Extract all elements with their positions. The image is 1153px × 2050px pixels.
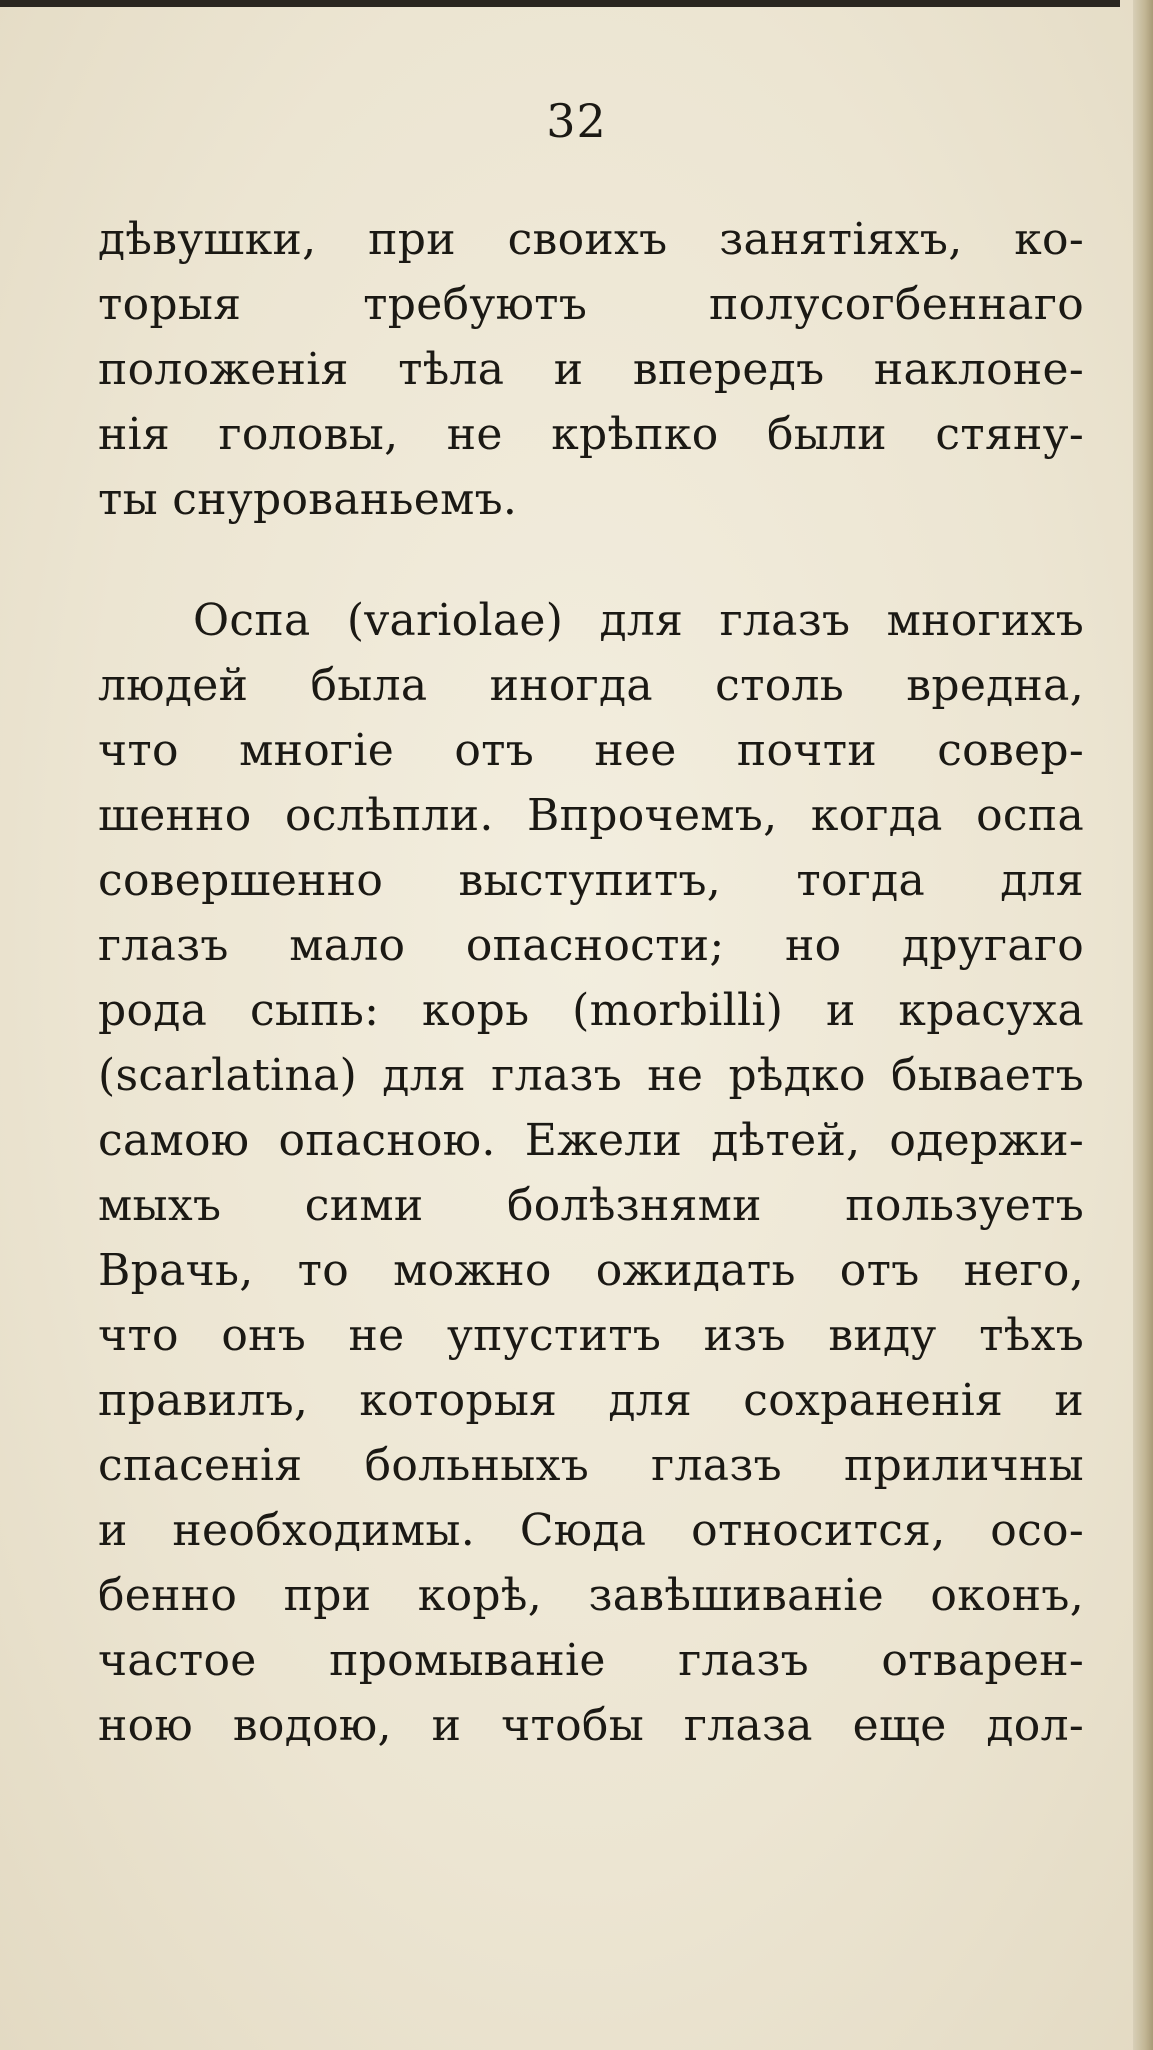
text-line: что многіе отъ нее почти совер-	[98, 725, 1084, 776]
text-line: ною водою, и чтобы глаза еще дол-	[98, 1700, 1084, 1751]
page-right-edge	[1133, 0, 1153, 2050]
text-line: дѣвушки, при своихъ занятіяхъ, ко-	[98, 214, 1084, 265]
text-line: глазъ мало опасности; но другаго	[98, 920, 1084, 971]
paragraph-1	[98, 207, 1084, 532]
text-line: рода сыпь: корь (morbilli) и красуха	[98, 985, 1084, 1036]
text-line: спасенія больныхъ глазъ приличны	[98, 1440, 1084, 1491]
text-line: что онъ не упуститъ изъ виду тѣхъ	[98, 1310, 1084, 1361]
text-line: и необходимы. Сюда относится, осо-	[98, 1505, 1084, 1556]
text-line: торыя требуютъ полусогбеннаго	[98, 279, 1084, 330]
text-line: нія головы, не крѣпко были стяну-	[98, 409, 1084, 460]
page-top-edge	[0, 0, 1120, 7]
text-line: (scarlatina) для глазъ не рѣдко бываетъ	[98, 1050, 1084, 1101]
text-line: частое промываніе глазъ отварен-	[98, 1635, 1084, 1686]
text-line: бенно при корѣ, завѣшиваніе оконъ,	[98, 1570, 1084, 1621]
text-line: Оспа (variolae) для глазъ многихъ	[193, 595, 1084, 646]
text-line: ты снурованьемъ.	[98, 474, 518, 525]
text-line: шенно ослѣпли. Впрочемъ, когда оспа	[98, 790, 1084, 841]
text-line: людей была иногда столь вредна,	[98, 660, 1084, 711]
text-line: Врачь, то можно ожидать отъ него,	[98, 1245, 1084, 1296]
page-number: 32	[546, 94, 607, 148]
text-line: самою опасною. Ежели дѣтей, одержи-	[98, 1115, 1084, 1166]
paragraph-2	[98, 588, 1084, 1758]
text-line: мыхъ сими болѣзнями пользуетъ	[98, 1180, 1084, 1231]
text-line: положенія тѣла и впередъ наклоне-	[98, 344, 1084, 395]
text-line: правилъ, которыя для сохраненія и	[98, 1375, 1084, 1426]
text-line: совершенно выступитъ, тогда для	[98, 855, 1084, 906]
